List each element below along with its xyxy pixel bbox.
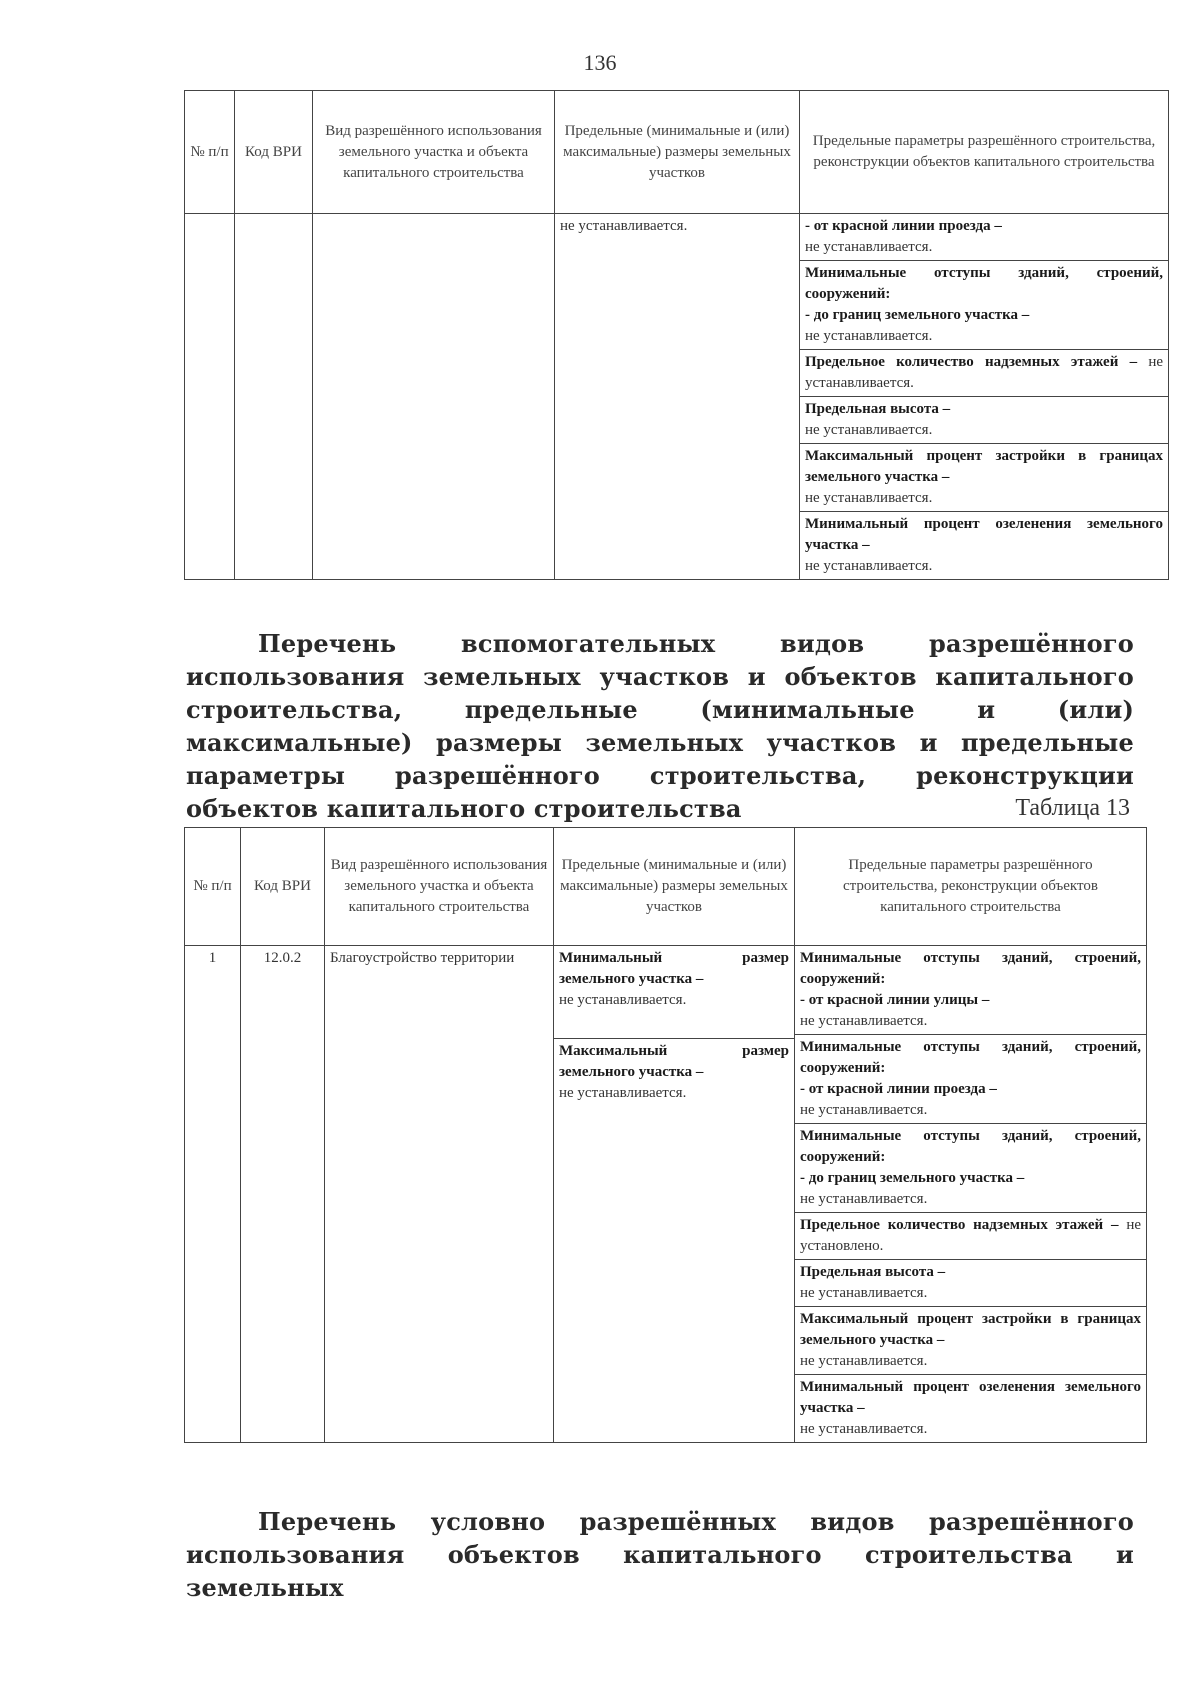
param-value: не устанавливается. xyxy=(805,354,1163,391)
param-value: не устанавливается. xyxy=(800,1421,928,1437)
param-block xyxy=(795,1307,1146,1375)
param-title: Максимальный процент застройки в границах земельного участка – xyxy=(800,1311,1141,1348)
table-continuation xyxy=(184,90,1169,580)
param-value: не устанавливается. xyxy=(800,1353,928,1369)
size-title: Максимальный размер земельного участка – xyxy=(559,1043,789,1080)
param-value: не установлено. xyxy=(800,1217,1141,1254)
param-title: Минимальный процент озеленения земельного участка – xyxy=(805,516,1163,553)
size-block xyxy=(554,946,794,1039)
table-header-row xyxy=(185,828,1147,946)
param-block xyxy=(800,261,1168,350)
size-block xyxy=(554,1039,794,1106)
param-value: не устанавливается. xyxy=(800,1285,928,1301)
param-value: не устанавливается. xyxy=(805,239,933,255)
param-title: Максимальный процент застройки в границах земельного участка – xyxy=(805,448,1163,485)
param-sub: - до границ земельного участка – xyxy=(800,1170,1025,1186)
param-value: не устанавливается. xyxy=(805,328,933,344)
cell-type: Благоустройство территории xyxy=(325,946,554,1443)
param-title: Минимальные отступы зданий, строений, сооружений: xyxy=(800,950,1141,987)
cell-num: 1 xyxy=(185,946,241,1443)
size-title: Минимальный размер земельного участка – xyxy=(559,950,789,987)
table-row xyxy=(185,946,1147,1443)
section-heading-conditional xyxy=(186,1505,1134,1604)
param-block xyxy=(795,946,1146,1035)
param-sub: - до границ земельного участка – xyxy=(805,307,1030,323)
cell-sizes: не устанавливается. xyxy=(555,214,800,580)
param-value: не устанавливается. xyxy=(800,1102,928,1118)
header-num: № п/п xyxy=(185,91,235,214)
cell-params xyxy=(795,946,1147,1443)
header-params: Предельные параметры разрешённого строительства, реконструкции объектов капитального строительства xyxy=(795,828,1147,946)
section-heading-auxiliary xyxy=(186,627,1134,825)
param-title: Минимальный процент озеленения земельного участка – xyxy=(800,1379,1141,1416)
cell-sizes xyxy=(554,946,795,1443)
header-type: Вид разрешённого использования земельного участка и объекта капитального строительства xyxy=(313,91,555,214)
param-title: Минимальные отступы зданий, строений, сооружений: xyxy=(805,265,1163,302)
size-value: не устанавливается. xyxy=(559,992,687,1008)
param-title: Предельное количество надземных этажей – xyxy=(805,354,1138,370)
param-title: Предельная высота – xyxy=(805,401,951,417)
header-sizes: Предельные (минимальные и (или) максимальные) размеры земельных участков xyxy=(555,91,800,214)
param-block xyxy=(795,1124,1146,1213)
param-title: Минимальные отступы зданий, строений, сооружений: xyxy=(800,1039,1141,1076)
page-number: 136 xyxy=(583,50,617,75)
param-sub: - от красной линии проезда – xyxy=(805,218,1002,234)
param-title: Минимальные отступы зданий, строений, сооружений: xyxy=(800,1128,1141,1165)
param-sub: - от красной линии проезда – xyxy=(800,1081,997,1097)
param-title: Предельное количество надземных этажей – xyxy=(800,1217,1119,1233)
header-num: № п/п xyxy=(185,828,241,946)
param-title: Предельная высота – xyxy=(800,1264,946,1280)
heading-text: Перечень вспомогательных видов разрешённого использования земельных участков и объектов капитального строительства, предельные (минимальные и (или) максимальные) размеры земельных участков и предельные параметры разрешённого строительства, реконструкции объектов капитального строительства xyxy=(186,629,1134,823)
param-block xyxy=(795,1260,1146,1307)
cell-code xyxy=(235,214,313,580)
cell-params xyxy=(800,214,1169,580)
param-value: не устанавливается. xyxy=(805,422,933,438)
param-value: не устанавливается. xyxy=(805,490,933,506)
header-params: Предельные параметры разрешённого строительства, реконструкции объектов капитального строительства xyxy=(800,91,1169,214)
param-block xyxy=(795,1213,1146,1260)
param-block xyxy=(800,397,1168,444)
param-value: не устанавливается. xyxy=(800,1191,928,1207)
cell-num xyxy=(185,214,235,580)
table-13 xyxy=(184,827,1147,1443)
param-value: не устанавливается. xyxy=(800,1013,928,1029)
header-sizes: Предельные (минимальные и (или) максимальные) размеры земельных участков xyxy=(554,828,795,946)
param-sub: - от красной линии улицы – xyxy=(800,992,990,1008)
table-caption: Таблица 13 xyxy=(1015,795,1130,821)
param-block xyxy=(800,214,1168,261)
param-block xyxy=(800,444,1168,512)
cell-type xyxy=(313,214,555,580)
param-block xyxy=(800,350,1168,397)
cell-code: 12.0.2 xyxy=(241,946,325,1443)
header-code: Код ВРИ xyxy=(241,828,325,946)
param-block xyxy=(795,1375,1146,1442)
size-value: не устанавливается. xyxy=(559,1085,687,1101)
param-block xyxy=(800,512,1168,579)
heading-text: Перечень условно разрешённых видов разрешённого использования объектов капитального строительства и земельных xyxy=(186,1507,1134,1602)
header-code: Код ВРИ xyxy=(235,91,313,214)
param-block xyxy=(795,1035,1146,1124)
param-value: не устанавливается. xyxy=(805,558,933,574)
table-header-row xyxy=(185,91,1169,214)
table-row xyxy=(185,214,1169,580)
header-type: Вид разрешённого использования земельного участка и объекта капитального строительства xyxy=(325,828,554,946)
